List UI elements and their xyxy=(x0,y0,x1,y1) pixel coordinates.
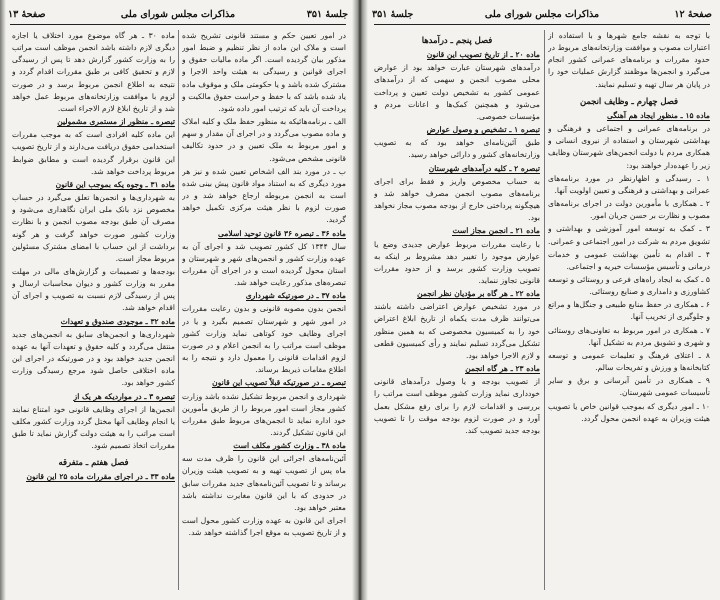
body-paragraph: درآمدهای شهرستان عبارت خواهد بود از عوارض محلی مصوب انجمن و سهمی که از درآمدهای عمومی کشور به تشخیص دولت تعیین و پرداخت می‌شود و همچنین کمک‌ها و اعانات مردم و مؤسسات خصوصی. xyxy=(374,63,540,121)
article-heading xyxy=(182,440,346,452)
body-paragraph: شهرداری و انجمن مربوط تشکیل نشده باشد وزارت کشور مجاز است امور مربوط را از طریق مأمورین خود اداره نماید تا انجمن‌های مربوط طبق مقررات این قانون تشکیل گردند. xyxy=(182,391,346,437)
left-page-title: مذاکرات مجلس شورای ملی xyxy=(120,9,236,20)
article-heading xyxy=(182,228,346,240)
body-paragraph: با رعایت مقررات مربوط عوارض جدیدی وضع یا عوارض موجود را تغییر دهد مشروط بر اینکه به تصویب وزارت کشور برسد و از حدود مقررات قانونی تجاوز ننماید. xyxy=(374,239,540,285)
page-edge-shadow xyxy=(0,0,6,600)
body-paragraph: طبق آئین‌نامه‌ای خواهد بود که به تصویب وزارتخانه‌های کشور و دارائی خواهد رسید. xyxy=(374,138,540,160)
article-heading-text: ماده ۳۱ ـ وجوه یکه بموجب این قانون xyxy=(55,179,175,189)
article-heading-text: ماده ۳۸ ـ وزارت کشور مکلف است xyxy=(233,441,346,451)
article-heading-text: تبصره ۳ ـ در مواردیکه هر یک از xyxy=(73,391,175,401)
column-divider xyxy=(178,30,179,590)
article-heading xyxy=(374,225,540,237)
article-heading-text: ماده ۳۳ ـ در اجرای مقررات ماده ۲۵ این قانون xyxy=(26,472,175,482)
right-page-title: مذاکرات مجلس شورای ملی xyxy=(484,9,600,20)
article-heading-text: تبصره ـ در صورتیکه قبلاً تصویب این قانون xyxy=(212,378,346,388)
body-paragraph: بودجه‌ها و تصمیمات و گزارش‌های مالی در مهلت مقرر به وزارت کشور و دیوان محاسبات ارسال و پس از رسیدگی لازم نسبت به تصویب و اجرای آن اقدام خواهد شد. xyxy=(12,266,175,313)
right-page xyxy=(364,0,720,600)
section-heading: فصل پنجم ـ درآمدها xyxy=(421,35,493,45)
article-heading-text: تبصره ۲ ـ کلیه درآمدهای شهرستان xyxy=(428,163,540,173)
article-heading xyxy=(182,290,346,302)
body-paragraph: در مورد تشخیص عوارض اعتراضی داشته باشند می‌توانند ظرف مدت یکماه از تاریخ ابلاغ اعتراض خود را به کمیسیون مخصوصی که به همین منظور تشکیل می‌گردد تسلیم نمایند و رأی کمیسیون قطعی و لازم الاجرا خواهد بود. xyxy=(374,302,540,360)
article-heading xyxy=(374,363,540,375)
body-paragraph: ماده ۳۰ ـ هر گاه موضوع مورد اختلاف یا اجازه دیگری لازم داشته باشد انجمن موظف است مراتب را به وزارت کشور گزارش دهد تا پس از رسیدگی لازم و تحقیق کافی بر طبق مقررات اقدام گردد و نتیجه به اطلاع انجمن مربوط برسد و در صورت لزوم با موافقت وزارتخانه‌های مربوط عمل خواهد شد و از تاریخ ابلاغ لازم الاجراء است. xyxy=(12,31,175,113)
body-paragraph: ۲ ـ همکاری با مأمورین دولت در اجرای برنامه‌های مصوب و نظارت بر حسن جریان امور. xyxy=(548,199,710,221)
body-paragraph: اجرای این قانون به عهده وزارت کشور محول است و از تاریخ تصویب به موقع اجرا گذاشته خواهد شد. xyxy=(182,516,346,538)
left-page-header xyxy=(8,6,348,24)
article-heading xyxy=(12,391,175,403)
left-page xyxy=(0,0,356,600)
article-heading-text: ماده ۳۶ ـ تبصره ۳۶ قانون توحید اسلامی xyxy=(218,228,346,238)
body-paragraph: با توجه به نقشه جامع شهرها و با استفاده از اعتبارات مصوب و موافقت وزارتخانه‌های مربوط در حدود مقررات و برنامه‌های عمرانی کشور انجام می‌گیرد و انجمن‌ها موظفند گزارش عملیات خود را در پایان هر سال تهیه و تسلیم نمایند. xyxy=(548,31,710,89)
article-heading-text: ماده ۲۰ ـ از تاریخ تصویب این قانون xyxy=(426,50,540,60)
left-page-session: جلسهٔ ۳۵۱ xyxy=(306,9,348,20)
article-heading-text: ماده ۳۲ ـ موجودی صندوق و تعهدات xyxy=(60,316,175,326)
article-heading xyxy=(548,110,710,122)
article-heading xyxy=(12,316,175,328)
body-paragraph: از تصویب بودجه و یا وصول درآمدهای قانونی خودداری نماید وزارت کشور موظف است مراتب را بررسی و اقدامات لازم را برای رفع مشکل بعمل آورد و در صورت لزوم بودجه موقت را تا تصویب بودجه جدید تصویب کند. xyxy=(374,377,540,435)
body-paragraph: الف ـ برنامه‌هائیکه به منظور حفظ ملک و کلیه املاک و ماده مصوب می‌گردد و در اجرای آن مقدار و سهم و امور مربوط به ملک تعیین و در حدود تکالیف قانونی مشخص می‌شود. xyxy=(182,117,346,163)
article-heading xyxy=(374,124,540,136)
body-paragraph: به شهرداری‌ها و انجمن‌ها تعلق می‌گیرد در حساب مخصوص نزد بانک ملی ایران نگاهداری می‌شود و مصرف آن طبق بودجه مصوب انجمن و با نظارت وزارت کشور صورت خواهد گرفت و هر گونه برداشت از این حساب با امضای مشترک مسئولین مربوط مجاز است. xyxy=(12,193,175,263)
body-paragraph: ب ـ در مورد بند الف اشخاص تعیین شده و نیز هر مورد دیگری که به استناد مواد قانون پیش بینی شده است به انجمن مربوطه ارجاع خواهد شد و در صورت لزوم با نظر هیئت مرکزی تکمیل خواهد گردید. xyxy=(182,166,346,225)
article-heading xyxy=(12,116,175,128)
article-heading-text: ماده ۲۲ ـ هر گاه بر مؤدیان نظر انجمن xyxy=(417,289,540,299)
body-paragraph: ۱ ـ رسیدگی و اظهارنظر در مورد برنامه‌های عمرانی و بهداشتی و فرهنگی و تعیین اولویت آنها. xyxy=(548,173,710,195)
article-heading-text: تبصره ـ منظور از مستمری مشمولین xyxy=(57,117,175,127)
right-page-header xyxy=(372,6,712,24)
left-page-number: صفحهٔ ۱۳ xyxy=(8,9,46,20)
section-heading: فصل چهارم ـ وظایف انجمن xyxy=(579,95,679,106)
article-heading xyxy=(12,179,175,191)
right-page-number: صفحهٔ ۱۲ xyxy=(674,9,712,20)
body-paragraph: انجمن بدون مصوبه قانونی و بدون رعایت مقررات در امور شهر و شهرستان تصمیم بگیرد و یا در اجرای وظایف خود کوتاهی نماید وزارت کشور موظف است مراتب را به انجمن اعلام و در صورت لزوم اقدامات قانونی را معمول دارد و نتیجه را به اطلاع مقامات ذیربط برساند. xyxy=(182,304,346,375)
right-page-right-column xyxy=(548,30,710,596)
body-paragraph: ۹ ـ همکاری در تأمین آبرسانی و برق و سایر تأسیسات عمومی شهرستان. xyxy=(548,376,710,398)
body-paragraph: شهرداری‌ها و انجمن‌های سابق به انجمن‌های جدید منتقل می‌گردد و کلیه حقوق و تعهدات آنها به عهده انجمن جدید خواهد بود و در صورتیکه در اجرای این ماده اختلافی حاصل شود مرجع رسیدگی وزارت کشور خواهد بود. xyxy=(12,329,175,388)
body-paragraph: ۷ ـ همکاری در امور مربوط به تعاونی‌های روستائی و شهری و تشویق مردم به تشکیل آنها. xyxy=(548,325,710,347)
article-heading-text: ماده ۱۵ ـ منظور ایجاد هم آهنگی xyxy=(607,110,710,120)
article-heading-text: ماده ۳۷ ـ در صورتیکه شهرداری xyxy=(245,291,346,301)
body-paragraph: این ماده کلیه افرادی است که به موجب مقررات استخدامی حقوق دریافت می‌دارند و از تاریخ تصویب این قانون برقرار گردیده است و مطابق ضوابط مربوط پرداخت خواهد شد. xyxy=(12,130,175,176)
body-paragraph: ۳ ـ کمک به توسعه امور آموزشی و بهداشتی و تشویق مردم به شرکت در امور اجتماعی و عمرانی. xyxy=(548,224,710,246)
body-paragraph: ۶ ـ همکاری در حفظ منابع طبیعی و جنگل‌ها و مراتع و جلوگیری از تخریب آنها. xyxy=(548,300,710,322)
body-paragraph: ۵ ـ کمک به ایجاد راه‌های فرعی و روستائی و توسعه کشاورزی و دامداری و صنایع روستائی. xyxy=(548,274,710,297)
header-rule xyxy=(10,24,346,25)
article-heading-text: ماده ۲۳ ـ هر گاه انجمن xyxy=(465,364,540,374)
left-page-left-column xyxy=(12,30,175,596)
body-paragraph: سال ۱۳۴۴ کل کشور تصویب شد و اجرای آن به عهده وزارت کشور و انجمن‌های شهر و شهرستان و استان محول گردیده است و در اجرای آن مقررات تبصره‌های مذکور رعایت خواهد شد. xyxy=(182,241,346,288)
article-heading xyxy=(12,471,175,483)
left-page-right-column xyxy=(182,30,346,596)
body-paragraph: ۱۰ ـ امور دیگری که بموجب قوانین خاص یا تصویب هیئت وزیران به عهده انجمن محول گردد. xyxy=(548,401,710,423)
book-gutter xyxy=(352,0,368,600)
article-heading xyxy=(182,377,346,389)
body-paragraph: ۸ ـ اعتلای فرهنگ و تعلیمات عمومی و توسعه کتابخانه‌ها و ورزش و تفریحات سالم. xyxy=(548,350,710,373)
article-heading xyxy=(374,288,540,300)
body-paragraph: در برنامه‌های عمرانی و اجتماعی و فرهنگی و بهداشتی شهرستان و استفاده از نیروی انسانی و همکاری مردم با دولت انجمن‌های شهرستان وظایف زیر را عهده‌دار خواهند بود: xyxy=(548,124,710,170)
article-heading xyxy=(374,163,540,175)
article-heading-text: تبصره ۱ ـ تشخیص و وصول عوارض xyxy=(426,125,540,135)
body-paragraph: ۴ ـ اقدام به تأمین بهداشت عمومی و خدمات درمانی و تأسیس مؤسسات خیریه و اجتماعی. xyxy=(548,249,710,271)
body-paragraph: در امور تعیین حکم و مستند قانونی تشریح شده است و ملاک این ماده از نظر تنظیم و ضبط امور مذکور بیان گردیده است. اگر ماده مالیات حقوق و اجرای قوانین و رسیدگی به هیئت واحد الاجرا و مشترک شده باشد و یا حکومتی ملک و موقوف ماده یاد شده باشد که با حفظ و حراست حقوق مالکیت و پرداخت آن باید که ترتیب امور داده شود. xyxy=(182,31,346,113)
article-heading xyxy=(374,49,540,61)
column-divider xyxy=(544,30,545,590)
right-page-session: جلسهٔ ۳۵۱ xyxy=(372,9,414,20)
right-page-left-column xyxy=(374,30,540,596)
body-paragraph: انجمن‌ها از اجرای وظایف قانونی خود امتناع نمایند یا انجام وظایف آنها مختل گردد وزارت کشور مکلف است مراتب را به هیئت دولت گزارش نماید تا طبق مقررات اتخاذ تصمیم شود. xyxy=(12,404,175,451)
body-paragraph: به حساب مخصوص واریز و فقط برای اجرای برنامه‌های مصوب انجمن مصرف خواهد شد و هیچگونه پرداختی خارج از بودجه مصوب مجاز نخواهد بود. xyxy=(374,176,540,223)
header-rule xyxy=(374,24,710,25)
body-paragraph: آئین‌نامه‌های اجرائی این قانون را ظرف مدت سه ماه پس از تصویب تهیه و به تصویب هیئت وزیران برساند و تا تصویب آئین‌نامه‌های جدید مقررات سابق در حدودی که با این قانون مغایرت نداشته باشد معتبر خواهد بود. xyxy=(182,454,346,512)
section-heading: فصل هفتم ـ متفرقه xyxy=(58,457,129,468)
article-heading-text: ماده ۲۱ ـ انجمن مجاز است xyxy=(452,226,540,236)
